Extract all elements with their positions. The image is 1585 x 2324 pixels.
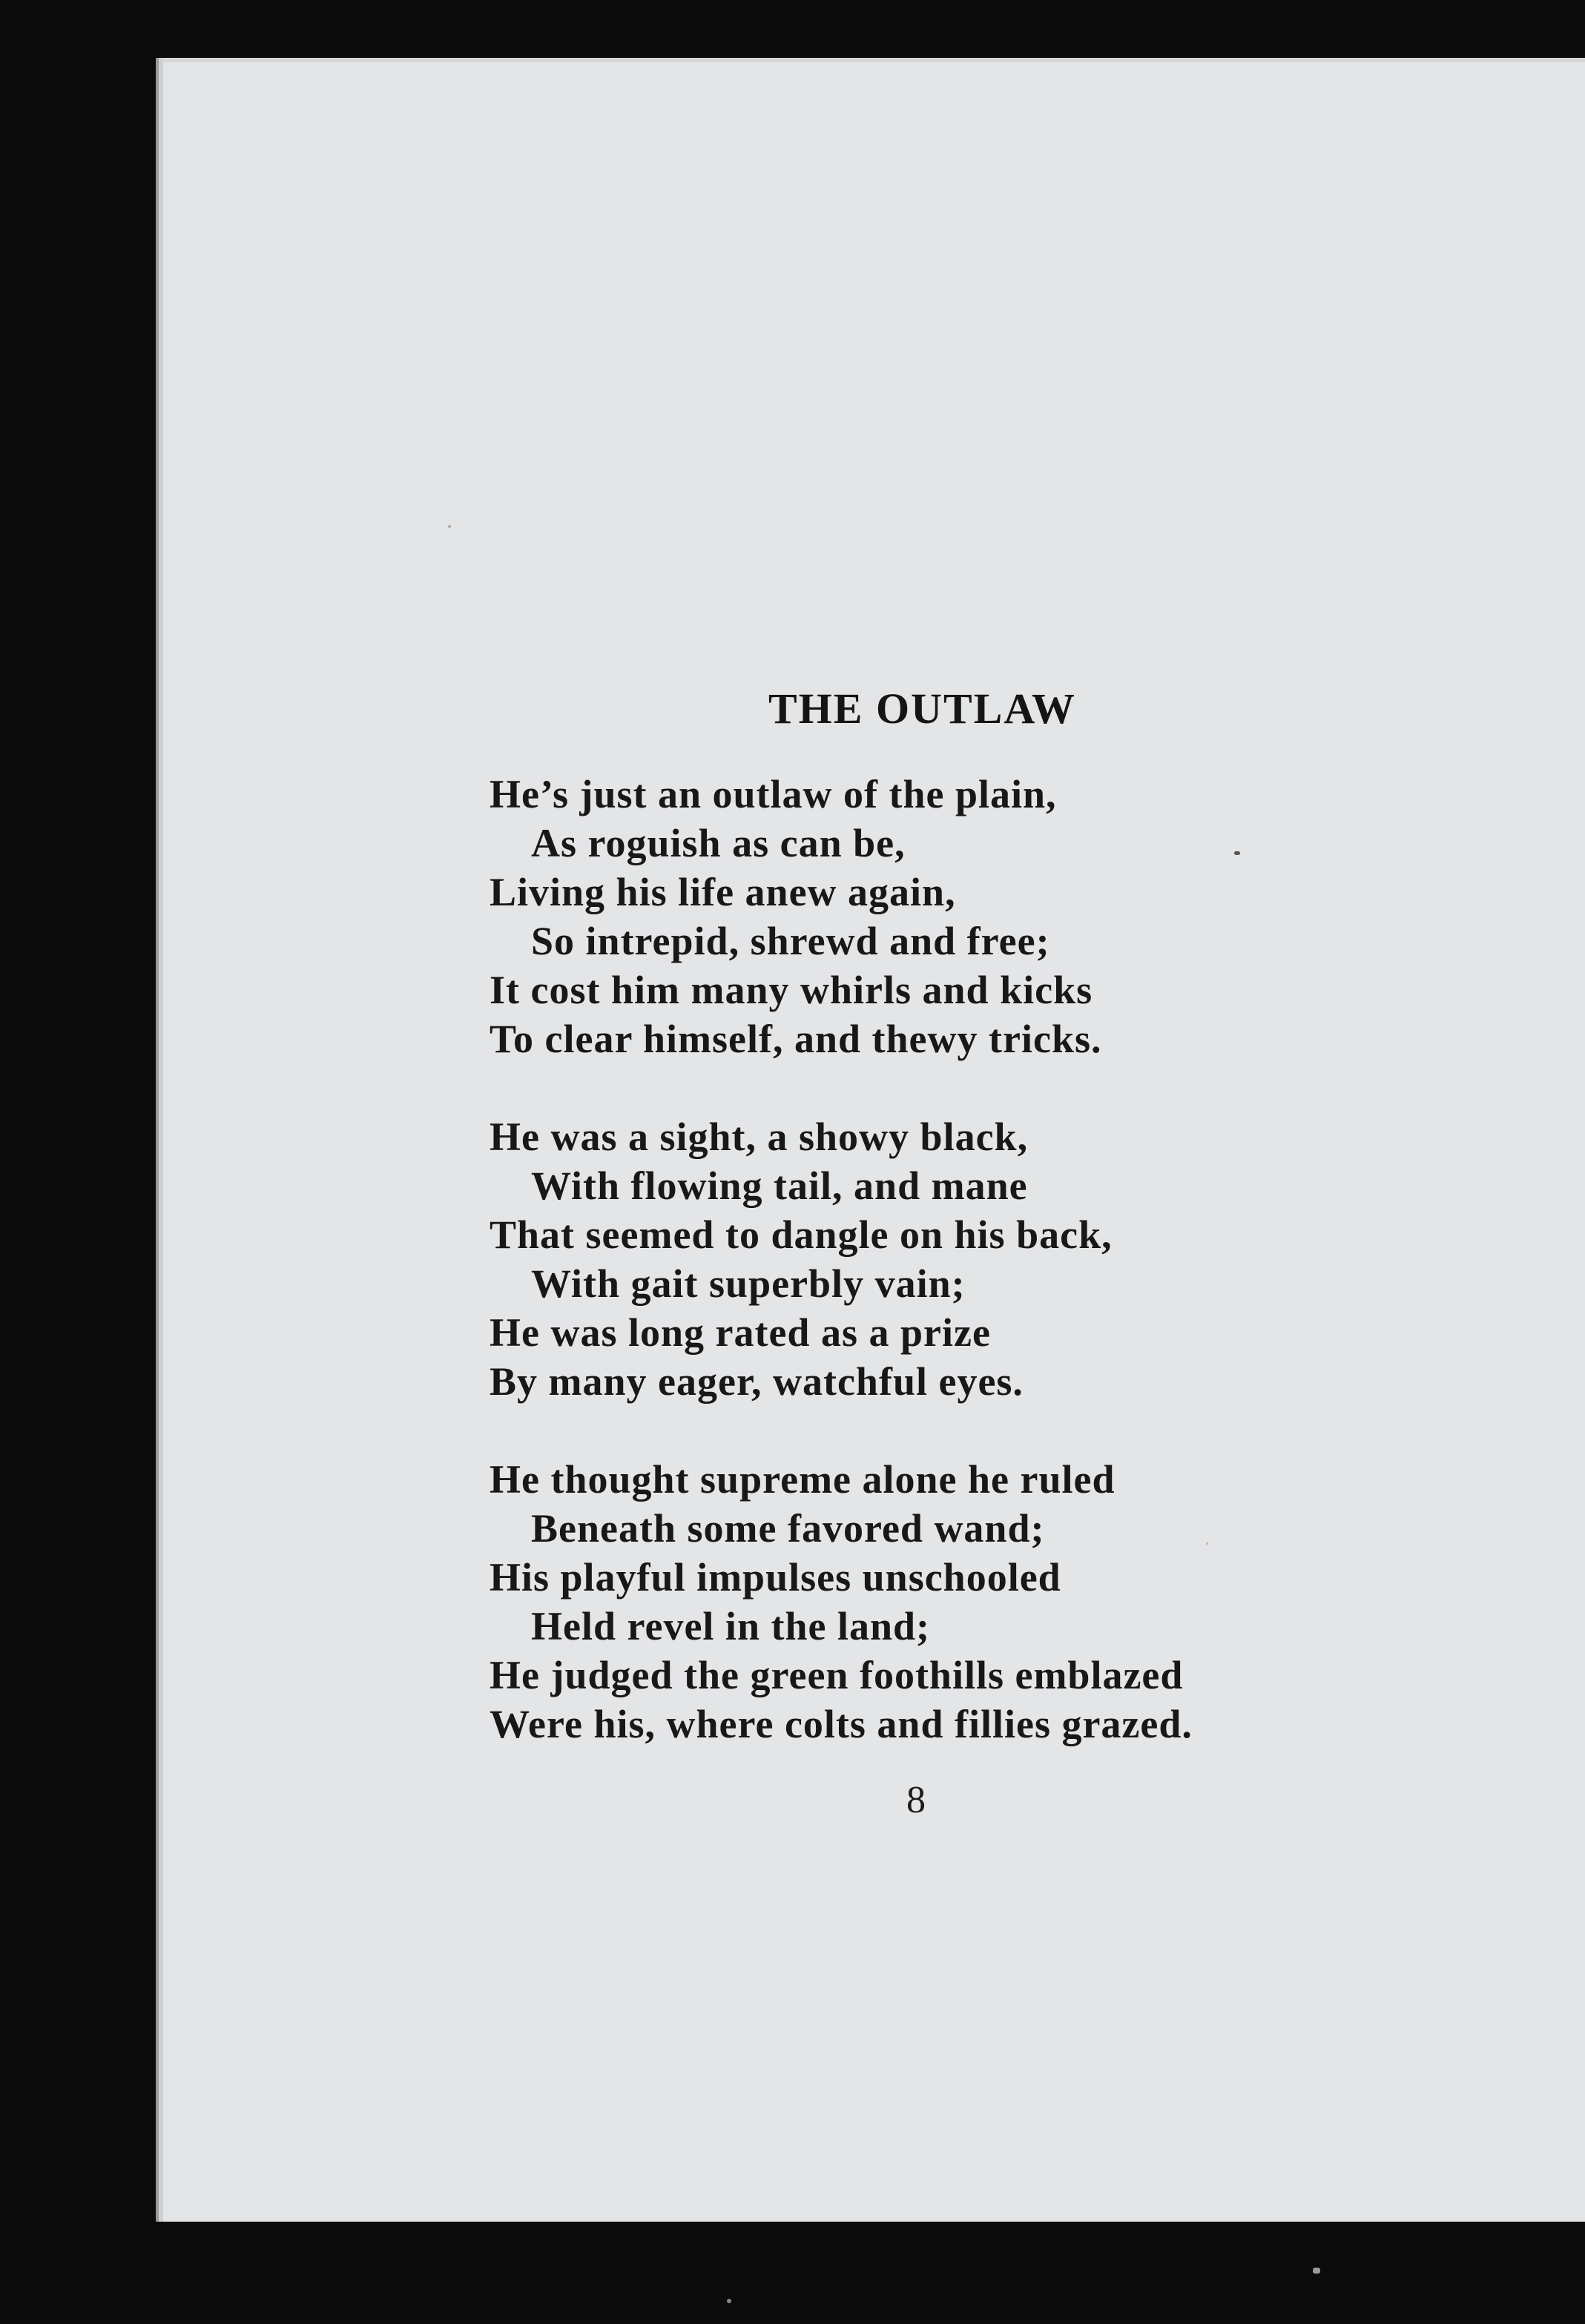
poem-line: He thought supreme alone he ruled — [490, 1457, 1116, 1502]
page-number: 8 — [906, 1779, 926, 1821]
poem-line: Beneath some favored wand; — [531, 1506, 1045, 1551]
print-speck — [1206, 1542, 1208, 1545]
poem-line: As roguish as can be, — [531, 821, 906, 865]
poem-line: To clear himself, and thewy tricks. — [490, 1017, 1102, 1061]
print-speck — [1234, 851, 1240, 855]
poem-title: THE OUTLAW — [768, 684, 1076, 733]
stanza-3 — [490, 1455, 1342, 1749]
poem-line: It cost him many whirls and kicks — [490, 968, 1093, 1012]
print-speck — [448, 525, 451, 528]
poem-line: Were his, where colts and fillies grazed. — [490, 1702, 1193, 1746]
poem-line: That seemed to dangle on his back, — [490, 1212, 1113, 1257]
poem-line: With flowing tail, and mane — [531, 1163, 1028, 1208]
poem-line: Living his life anew again, — [490, 870, 956, 914]
poem-line: His playful impulses unschooled — [490, 1555, 1061, 1600]
stanza-2 — [490, 1112, 1342, 1406]
poem-line: So intrepid, shrewd and free; — [531, 919, 1050, 963]
poem-line: With gait superbly vain; — [531, 1261, 966, 1306]
stanza-1 — [490, 770, 1342, 1063]
print-speck — [727, 2299, 731, 2303]
poem-line: He judged the green foothills emblazed — [490, 1653, 1184, 1697]
poem-line: He was a sight, a showy black, — [490, 1115, 1029, 1159]
poem-body — [490, 770, 1342, 1798]
poem-line: By many eager, watchful eyes. — [490, 1359, 1024, 1404]
poem-line: He was long rated as a prize — [490, 1310, 991, 1355]
poem-line: He’s just an outlaw of the plain, — [490, 772, 1057, 816]
print-speck — [1313, 2268, 1320, 2274]
poem-line: Held revel in the land; — [531, 1604, 931, 1648]
